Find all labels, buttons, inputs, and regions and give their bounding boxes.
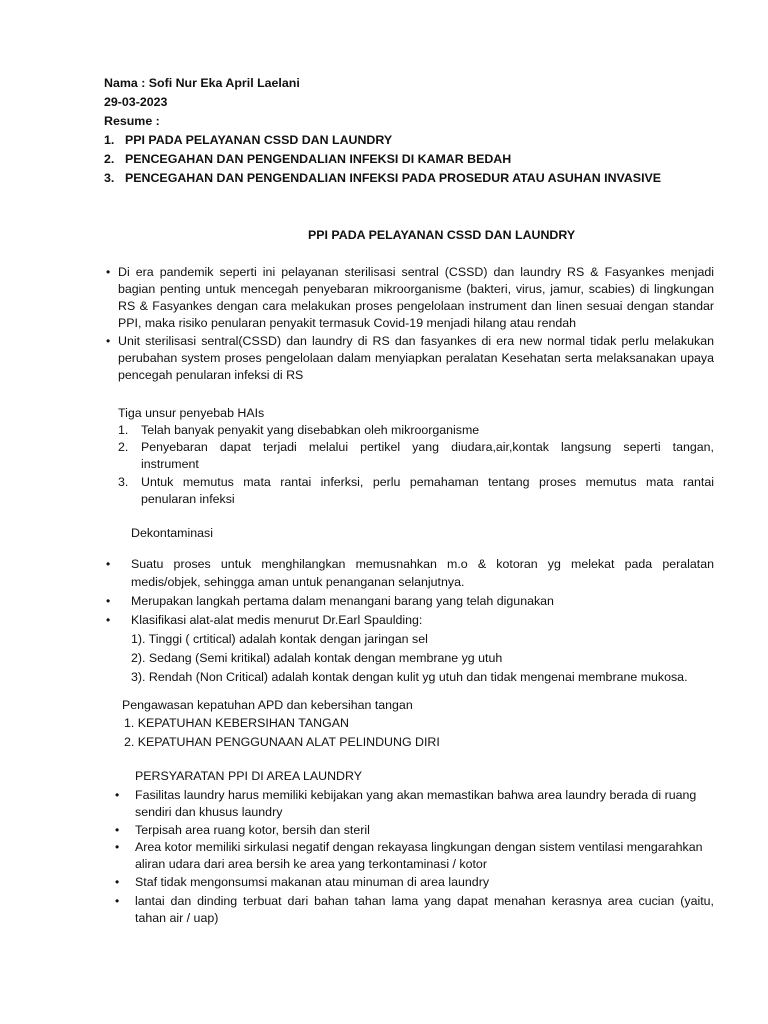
resume-label: Resume :: [104, 114, 160, 128]
paragraph-line: Klasifikasi alat-alat medis menurut Dr.Earl Spaulding:: [131, 613, 423, 627]
spaulding-item: 1). Tinggi ( crtitical) adalah kontak dengan jaringan sel: [131, 632, 428, 646]
hais-item: Untuk memutus mata rantai inferksi, perlu pemahaman tentang proses memutus mata rantai: [141, 475, 714, 489]
spaulding-item: 3). Rendah (Non Critical) adalah kontak dengan kulit yg utuh dan tidak mengenai membrane mukosa.: [131, 670, 688, 684]
paragraph-line: Suatu proses untuk menghilangkan memusnahkan m.o & kotoran yg melekat pada peralatan: [131, 557, 714, 571]
paragraph-line: medis/objek, sehingga aman untuk penanganan selanjutnya.: [131, 575, 465, 589]
laundry-title: PERSYARATAN PPI DI AREA LAUNDRY: [135, 769, 362, 783]
dekontaminasi-title: Dekontaminasi: [131, 526, 213, 540]
bullet-icon: •: [115, 823, 120, 837]
bullet-icon: •: [115, 894, 120, 908]
pengawasan-item: 1. KEPATUHAN KEBERSIHAN TANGAN: [124, 716, 349, 730]
hais-item: penularan infeksi: [141, 492, 235, 506]
paragraph-line: Staf tidak mengonsumsi makanan atau minuman di area laundry: [135, 875, 490, 889]
paragraph-line: pencegah penularan infeksi di RS: [118, 368, 304, 382]
student-name: Nama : Sofi Nur Eka April Laelani: [104, 76, 300, 90]
paragraph-line: aliran udara dari area bersih ke area yang terkontaminasi / kotor: [135, 857, 487, 871]
hais-item: instrument: [141, 457, 199, 471]
hais-item-number: 3.: [118, 475, 129, 489]
resume-item-number: 3.: [104, 171, 115, 185]
paragraph-line: sendiri dan khusus laundry: [135, 805, 283, 819]
pengawasan-title: Pengawasan kepatuhan APD dan kebersihan tangan: [122, 698, 413, 712]
paragraph-line: Di era pandemik seperti ini pelayanan sterilisasi sentral (CSSD) dan laundry RS & Fasyankes menjadi: [118, 265, 714, 279]
hais-item: Penyebaran dapat terjadi melalui pertikel yang diudara,air,kontak langsung seperti tangan,: [141, 440, 714, 454]
paragraph-line: Merupakan langkah pertama dalam menangani barang yang telah digunakan: [131, 594, 554, 608]
hais-item-number: 1.: [118, 423, 129, 437]
paragraph-line: Fasilitas laundry harus memiliki kebijakan yang akan memastikan bahwa area laundry berada di ruang: [135, 788, 697, 802]
bullet-icon: •: [106, 557, 111, 571]
paragraph-line: tahan air / uap): [135, 911, 219, 925]
resume-item-number: 1.: [104, 133, 115, 147]
paragraph-line: PPI, maka risiko penularan penyakit termasuk Covid-19 menjadi hilang atau rendah: [118, 316, 577, 330]
paragraph-line: lantai dan dinding terbuat dari bahan tahan lama yang dapat menahan kerasnya area cucian (yaitu,: [135, 894, 714, 908]
document-date: 29-03-2023: [104, 95, 168, 109]
paragraph-line: Unit sterilisasi sentral(CSSD) dan laundry di RS dan fasyankes di era new normal tidak perlu melakukan: [118, 334, 714, 348]
bullet-icon: •: [106, 334, 111, 348]
resume-item: PENCEGAHAN DAN PENGENDALIAN INFEKSI DI KAMAR BEDAH: [125, 152, 512, 166]
resume-item-number: 2.: [104, 152, 115, 166]
bullet-icon: •: [106, 613, 111, 627]
pengawasan-item: 2. KEPATUHAN PENGGUNAAN ALAT PELINDUNG DIRI: [124, 735, 440, 749]
bullet-icon: •: [115, 840, 120, 854]
spaulding-item: 2). Sedang (Semi kritikal) adalah kontak dengan membrane yg utuh: [131, 651, 503, 665]
paragraph-line: Terpisah area ruang kotor, bersih dan steril: [135, 823, 370, 837]
bullet-icon: •: [115, 875, 120, 889]
paragraph-line: RS & Fasyankes dengan cara melakukan proses pengelolaan instrument dan linen sesuai dengan standar: [118, 299, 714, 313]
hais-item-number: 2.: [118, 440, 129, 454]
paragraph-line: bagian penting untuk mencegah penyebaran mikroorganisme (bakteri, virus, jamur, scabies) di lingkungan: [118, 282, 714, 296]
resume-item: PPI PADA PELAYANAN CSSD DAN LAUNDRY: [125, 133, 393, 147]
section-title: PPI PADA PELAYANAN CSSD DAN LAUNDRY: [308, 228, 576, 242]
paragraph-line: perubahan system proses pengelolaan dalam menyiapkan peralatan Kesehatan serta melaksanakan upaya: [118, 351, 714, 365]
paragraph-line: Area kotor memiliki sirkulasi negatif dengan rekayasa lingkungan dengan sistem ventilasi mengarahkan: [135, 840, 703, 854]
hais-item: Telah banyak penyakit yang disebabkan oleh mikroorganisme: [141, 423, 480, 437]
hais-title: Tiga unsur penyebab HAIs: [118, 406, 265, 420]
bullet-icon: •: [106, 265, 111, 279]
bullet-icon: •: [115, 788, 120, 802]
resume-item: PENCEGAHAN DAN PENGENDALIAN INFEKSI PADA PROSEDUR ATAU ASUHAN INVASIVE: [125, 171, 662, 185]
bullet-icon: •: [106, 594, 111, 608]
